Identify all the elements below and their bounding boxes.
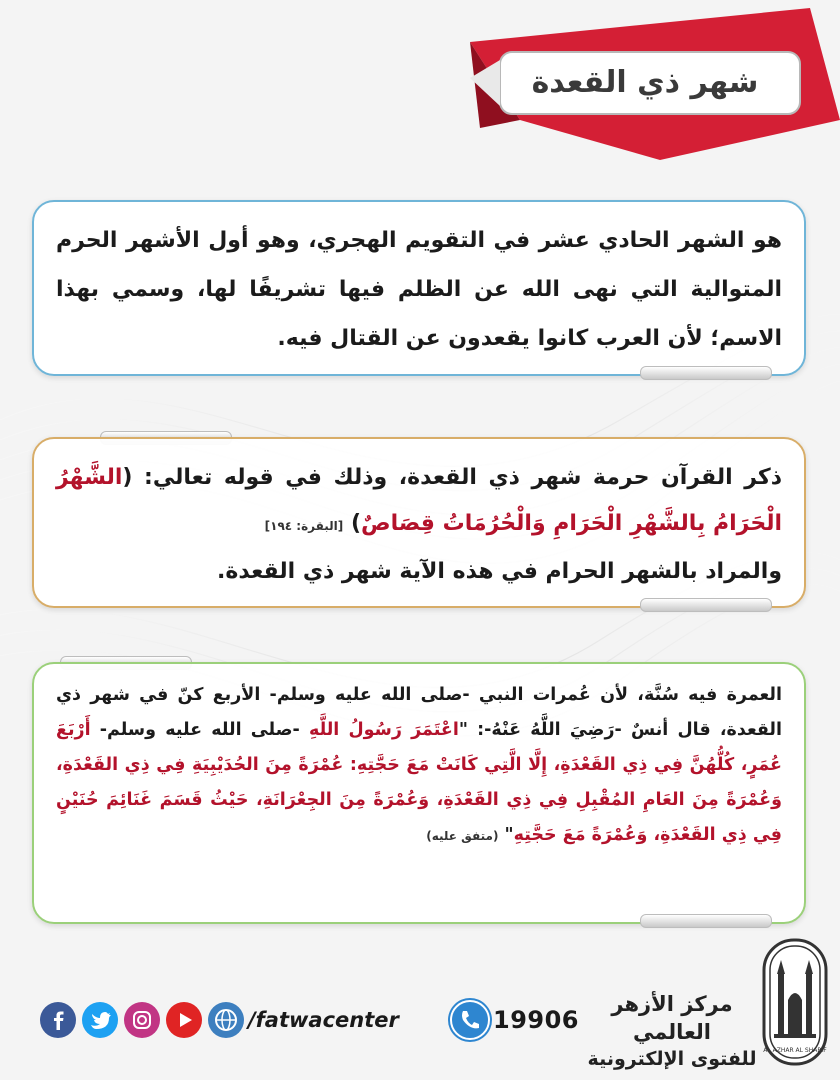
twitter-icon[interactable]: [82, 1002, 118, 1038]
decor-pill: [640, 914, 772, 928]
decor-pill: [640, 366, 772, 380]
quran-verse: الشَّهْرُ الْحَرَامُ بِالشَّهْرِ الْحَرَامِ وَالْحُرُمَاتُ قِصَاصٌ: [56, 465, 782, 536]
umrah-text: [56, 678, 782, 854]
phone-icon[interactable]: [448, 998, 492, 1042]
hotline-number[interactable]: 19906: [493, 1006, 579, 1034]
definition-text: هو الشهر الحادي عشر في التقويم الهجري، وهو أول الأشهر الحرم المتوالية التي نهى الله عن الظلم فيها تشريفًا لها، وسمي بهذا الاسم؛ لأن العرب كانوا يقعدون عن القتال فيه.: [56, 228, 782, 351]
hadith-part2: أَرْبَعَ عُمَرٍ، كُلُّهُنَّ فِي ذِي القَعْدَةِ، إِلَّا الَّتِي كَانَتْ مَعَ حَجَّتِهِ: عُمْرَةً مِنَ الحُدَيْبِيَةِ فِي ذِي القَعْدَةِ، وَعُمْرَةً مِنَ العَامِ المُقْبِلِ فِي ذِي القَعْدَةِ، وَعُمْرَةً مِنَ الجِعْرَانَةِ، حَيْثُ قَسَمَ غَنَائِمَ حُنَيْنٍ فِي ذِي القَعْدَةِ، وَعُمْرَةً مَعَ حَجَّتِهِ: [56, 720, 782, 845]
umrah-intro: العمرة فيه سُنَّة، لأن عُمرات النبي -صلى الله عليه وسلم- الأربع كنّ في شهر ذي القعدة، قال أنسٌ -رَضِيَ اللَّهُ عَنْهُ-: ": [56, 685, 782, 740]
quran-reference: [البقرة: ١٩٤]: [264, 519, 344, 533]
quran-explanation: والمراد بالشهر الحرام في هذه الآية شهر ذي القعدة.: [217, 559, 782, 584]
org-name-line2: للفتوى الإلكترونية: [587, 1048, 757, 1070]
page-title: شهر ذي القعدة: [531, 65, 759, 100]
hadith-part1: اعْتَمَرَ رَسُولُ اللَّهِ: [308, 720, 459, 740]
quran-intro: ذكر القرآن حرمة شهر ذي القعدة، وذلك في قوله تعالي: (: [122, 465, 782, 490]
hadith-reference: (متفق عليه): [426, 829, 499, 843]
organization-name: [582, 990, 762, 1072]
umrah-box: [32, 662, 806, 924]
youtube-icon[interactable]: [166, 1002, 202, 1038]
social-handle[interactable]: /fatwacenter: [248, 1008, 399, 1032]
logo-caption: AL AZHAR AL SHARIF: [763, 1047, 827, 1054]
org-name-line1: مركز الأزهر العالمي: [611, 992, 733, 1044]
decor-pill: [640, 598, 772, 612]
quran-close: ): [350, 511, 362, 536]
definition-box: [32, 200, 806, 376]
al-azhar-logo: [762, 938, 828, 1066]
instagram-icon[interactable]: [124, 1002, 160, 1038]
web-icon[interactable]: [208, 1002, 244, 1038]
quran-box: [32, 437, 806, 608]
hadith-close: ": [498, 825, 514, 845]
hadith-salutation: -صلى الله عليه وسلم-: [90, 720, 309, 740]
quran-text: [56, 455, 782, 595]
facebook-icon[interactable]: [40, 1002, 76, 1038]
